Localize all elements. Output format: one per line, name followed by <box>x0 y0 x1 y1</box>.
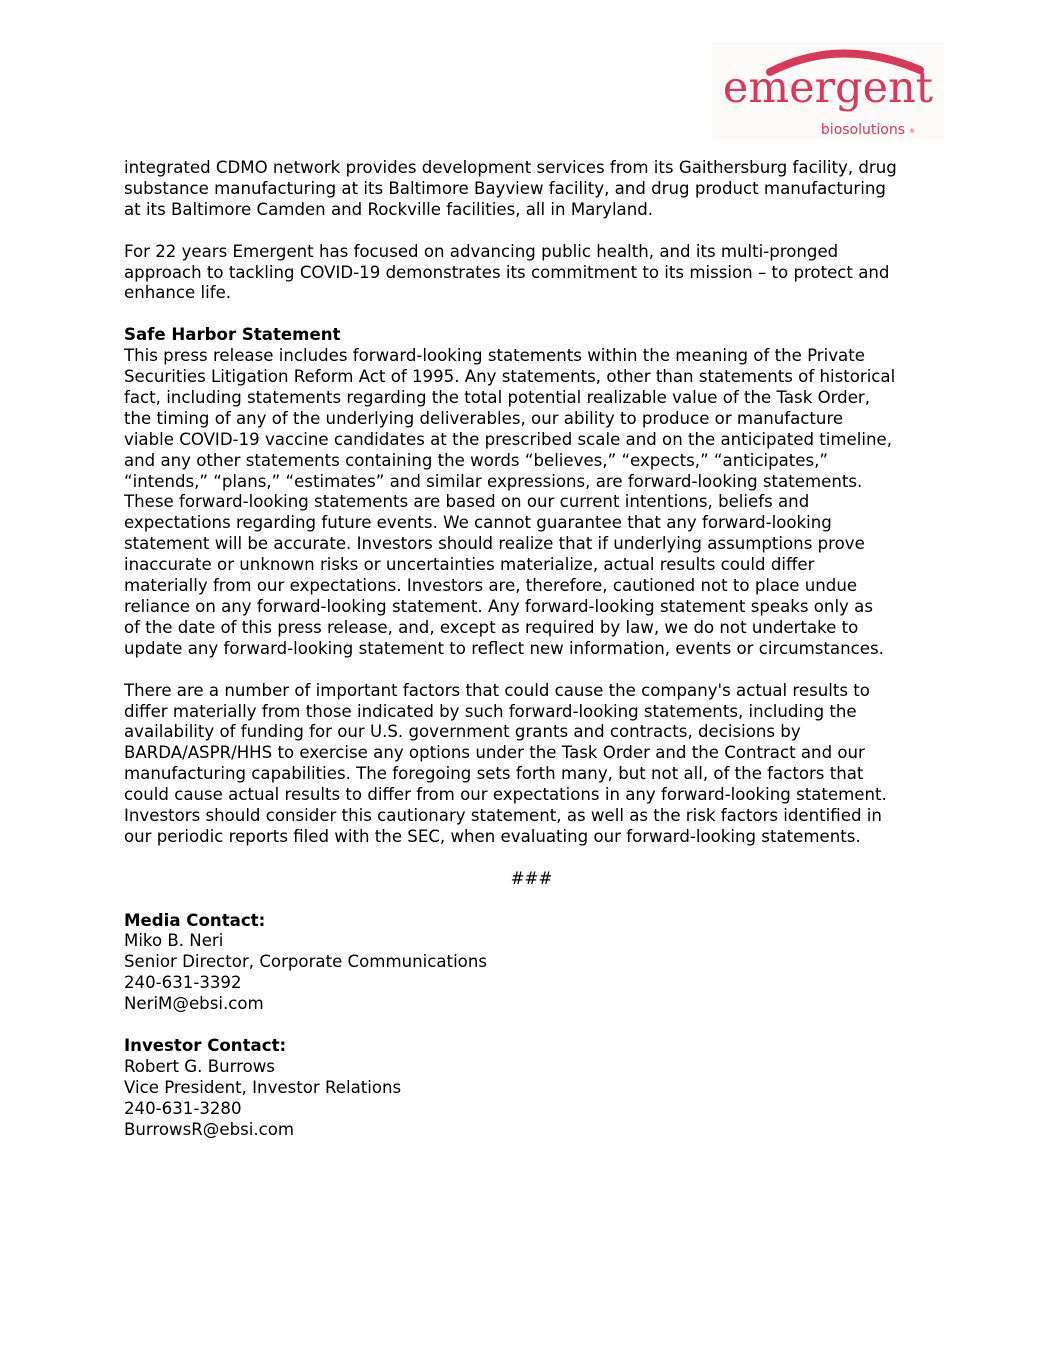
safe-harbor-line: This press release includes forward-looking statements within the meaning of the Private <box>124 346 865 366</box>
safe-harbor-line: update any forward-looking statement to reflect new information, events or circumstances. <box>124 638 884 658</box>
safe-harbor-line: reliance on any forward-looking statement. Any forward-looking statement speaks only as <box>124 597 873 616</box>
emergent-biosolutions-logo <box>712 42 944 140</box>
investor-contact-name: Robert G. Burrows <box>124 1056 275 1076</box>
end-separator: ### <box>510 868 553 888</box>
media-contact-title: Senior Director, Corporate Communications <box>124 952 487 972</box>
factors-paragraph <box>124 681 939 848</box>
mission-line: For 22 years Emergent has focused on advancing public health, and its multi-pronged <box>124 241 839 261</box>
factors-line: Investors should consider this cautionary statement, as well as the risk factors identified in <box>124 806 882 826</box>
logo-trademark: ® <box>909 128 915 135</box>
intro-line: substance manufacturing at its Baltimore Bayview facility, and drug product manufacturing <box>124 178 886 198</box>
intro-line: integrated CDMO network provides development services from its Gaithersburg facility, drug <box>124 158 897 177</box>
factors-line: manufacturing capabilities. The foregoing sets forth many, but not all, of the factors that <box>124 764 864 784</box>
logo-tagline: biosolutions <box>820 122 905 138</box>
media-contact-heading: Media Contact: <box>124 910 266 930</box>
media-contact-name: Miko B. Neri <box>124 931 224 951</box>
safe-harbor-line: materially from our expectations. Investors are, therefore, cautioned not to place undue <box>124 576 858 596</box>
intro-paragraph <box>124 158 939 221</box>
factors-line: our periodic reports filed with the SEC, when evaluating our forward-looking statements. <box>124 826 861 846</box>
safe-harbor-line: fact, including statements regarding the total potential realizable value of the Task Order, <box>124 387 871 407</box>
investor-contact-heading: Investor Contact: <box>124 1035 287 1055</box>
media-contact-email: NeriM@ebsi.com <box>124 994 264 1014</box>
factors-line: differ materially from those indicated by such forward-looking statements, including the <box>124 701 857 721</box>
mission-line: enhance life. <box>124 283 232 303</box>
safe-harbor-line: inaccurate or unknown risks or uncertainties materialize, actual results could differ <box>124 555 815 575</box>
media-contact-block <box>124 911 939 1016</box>
company-logo <box>712 42 944 140</box>
media-contact-phone: 240-631-3392 <box>124 973 242 993</box>
safe-harbor-heading: Safe Harbor Statement <box>124 325 341 345</box>
safe-harbor-line: statement will be accurate. Investors should realize that if underlying assumptions prove <box>124 534 865 554</box>
safe-harbor-line: These forward-looking statements are based on our current intentions, beliefs and <box>124 492 810 512</box>
safe-harbor-section <box>124 325 939 660</box>
intro-line: at its Baltimore Camden and Rockville facilities, all in Maryland. <box>124 199 654 219</box>
investor-contact-phone: 240-631-3280 <box>124 1098 242 1118</box>
safe-harbor-line: the timing of any of the underlying deliverables, our ability to produce or manufacture <box>124 408 844 428</box>
factors-line: BARDA/ASPR/HHS to exercise any options under the Task Order and the Contract and our <box>124 743 865 763</box>
investor-contact-title: Vice President, Investor Relations <box>124 1077 402 1097</box>
investor-contact-email: BurrowsR@ebsi.com <box>124 1119 295 1139</box>
safe-harbor-line: and any other statements containing the words “believes,” “expects,” “anticipates,” <box>124 450 829 470</box>
safe-harbor-line: “intends,” “plans,” “estimates” and similar expressions, are forward-looking statements. <box>124 471 863 491</box>
mission-line: approach to tackling COVID-19 demonstrates its commitment to its mission – to protect and <box>124 262 890 282</box>
safe-harbor-line: Securities Litigation Reform Act of 1995. Any statements, other than statements of historical <box>124 367 896 387</box>
document-body <box>124 158 939 1161</box>
factors-line: could cause actual results to differ from our expectations in any forward-looking statement. <box>124 785 887 805</box>
safe-harbor-line: of the date of this press release, and, except as required by law, we do not undertake to <box>124 617 859 637</box>
safe-harbor-line: expectations regarding future events. We cannot guarantee that any forward-looking <box>124 513 832 533</box>
logo-wordmark: emergent <box>722 63 934 113</box>
safe-harbor-line: viable COVID-19 vaccine candidates at the prescribed scale and on the anticipated timeline, <box>124 429 892 449</box>
mission-paragraph <box>124 242 939 305</box>
factors-line: There are a number of important factors that could cause the company's actual results to <box>124 680 870 700</box>
investor-contact-block <box>124 1036 939 1141</box>
factors-line: availability of funding for our U.S. government grants and contracts, decisions by <box>124 722 801 742</box>
